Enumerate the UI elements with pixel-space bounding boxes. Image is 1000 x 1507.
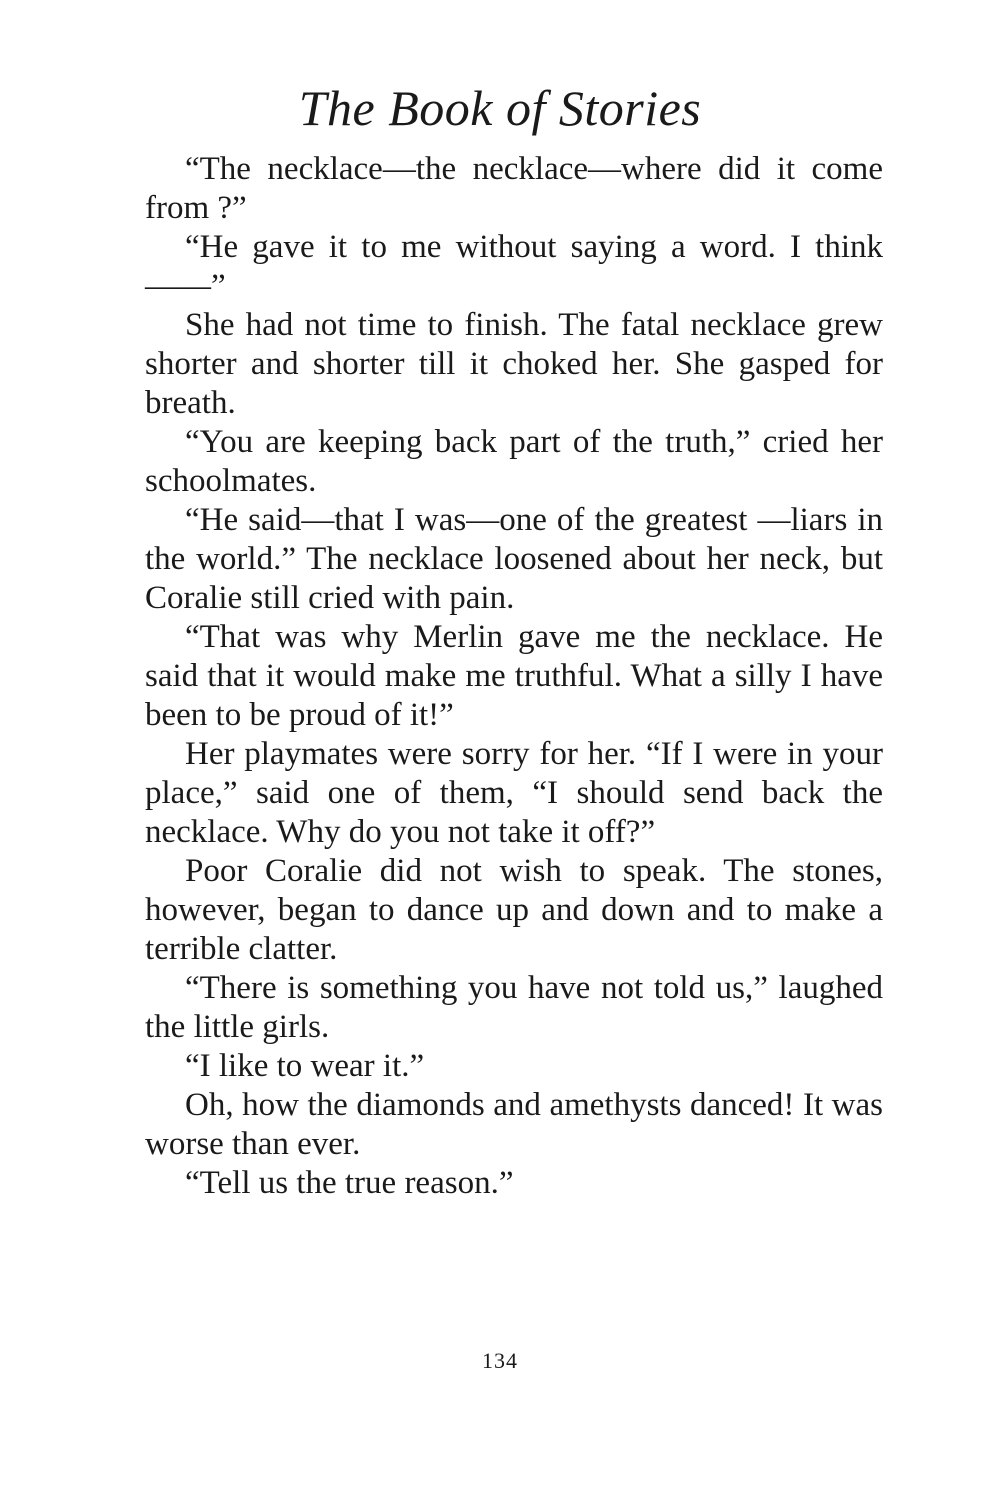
page-number: 134 xyxy=(482,1348,518,1373)
paragraph: “He gave it to me without saying a word. I think——” xyxy=(145,229,883,304)
paragraph: Oh, how the diamonds and amethysts danced! It was worse than ever. xyxy=(145,1087,883,1162)
paragraph: Her playmates were sorry for her. “If I were in your place,” said one of them, “I should send back the necklace. Why do you not take it off?” xyxy=(145,736,883,850)
body-text xyxy=(145,150,883,1203)
paragraph: “He said—that I was—one of the greatest —liars in the world.” The necklace loosened about her neck, but Coralie still cried with pain. xyxy=(145,502,883,616)
paragraph: She had not time to finish. The fatal necklace grew shorter and shorter till it choked her. She gasped for breath. xyxy=(145,307,883,421)
paragraph: “I like to wear it.” xyxy=(185,1048,425,1084)
paragraph: “Tell us the true reason.” xyxy=(185,1165,514,1201)
running-head: The Book of Stories xyxy=(298,80,702,136)
paragraph: “That was why Merlin gave me the necklace. He said that it would make me truthful. What a silly I have been to be proud of it!” xyxy=(145,619,883,733)
paragraph: “There is something you have not told us,” laughed the little girls. xyxy=(145,970,883,1045)
paragraph: Poor Coralie did not wish to speak. The stones, however, began to dance up and down and to make a terrible clatter. xyxy=(145,853,883,967)
paragraph: “The necklace—the necklace—where did it come from ?” xyxy=(145,151,883,226)
paragraph: “You are keeping back part of the truth,” cried her schoolmates. xyxy=(145,424,883,499)
